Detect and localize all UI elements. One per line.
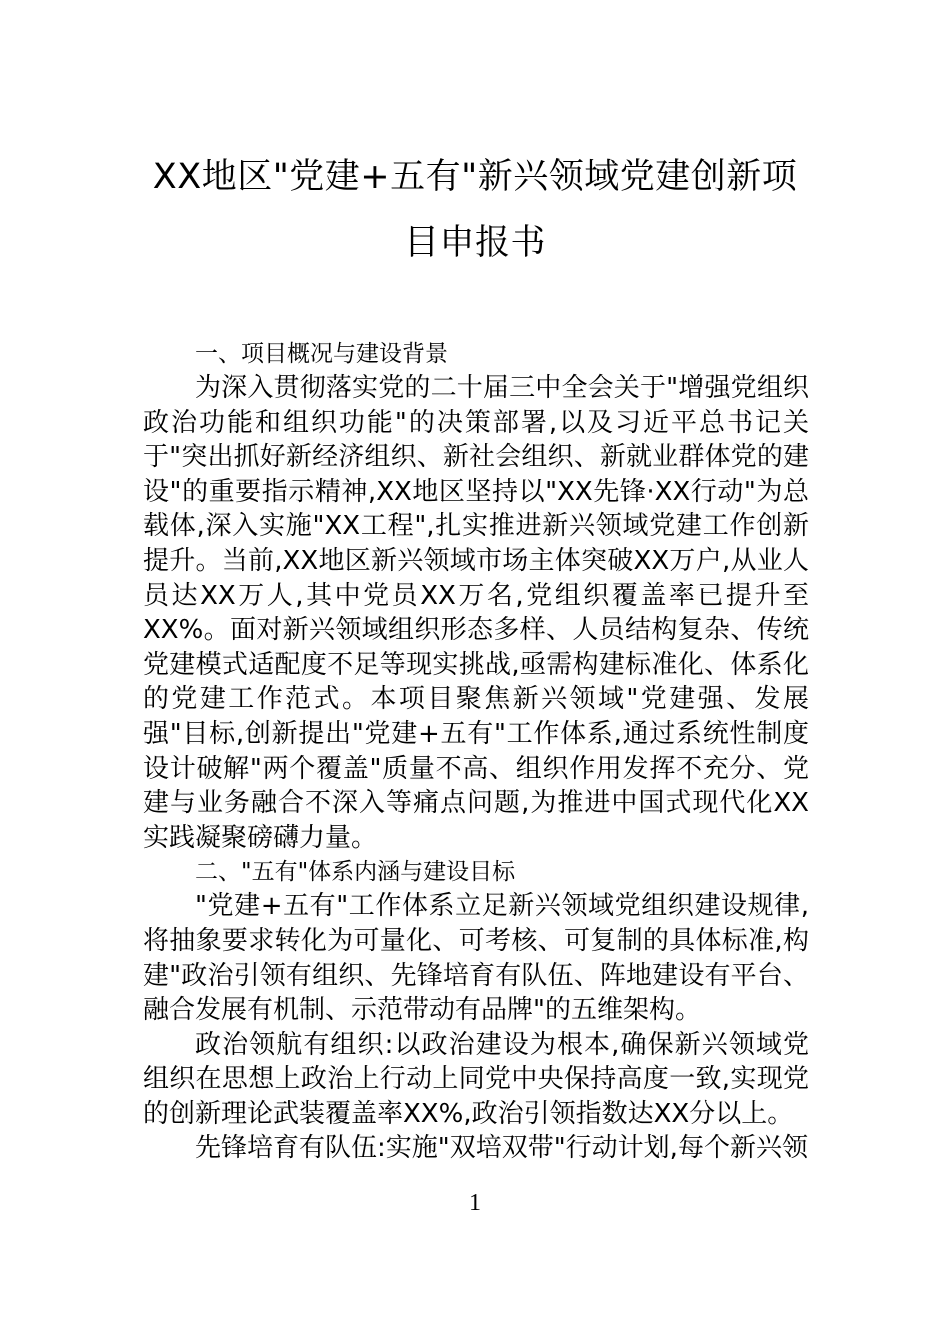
body-paragraph: 先锋培育有队伍:实施"双培双带"行动计划,每个新兴领: [195, 1133, 808, 1164]
body-paragraph: "党建+五有"工作体系立足新兴领域党组织建设规律,将抽象要求转化为可量化、可考核、可复制的具体标准,构建"政治引领有组织、先锋培育有队伍、阵地建设有平台、融合发展有机制、示范带动有品牌"的五维架构。: [143, 891, 809, 1026]
section-heading: 二、"五有"体系内涵与建设目标: [195, 859, 516, 886]
document-body: [143, 337, 809, 1166]
page-number: 1: [469, 1190, 481, 1216]
section-heading: 一、项目概况与建设背景: [195, 341, 448, 367]
body-paragraph: 为深入贯彻落实党的二十届三中全会关于"增强党组织政治功能和组织功能"的决策部署,以及习近平总书记关于"突出抓好新经济组织、新社会组织、新就业群体党的建设"的重要指示精神,XX地区坚持以"XX先锋·XX行动"为总载体,深入实施"XX工程",扎实推进新兴领域党建工作创新提升。当前,XX地区新兴领域市场主体突破XX万户,从业人员达XX万人,其中党员XX万名,党组织覆盖率已提升至XX%。面对新兴领域组织形态多样、人员结构复杂、传统党建模式适配度不足等现实挑战,亟需构建标准化、体系化的党建工作范式。本项目聚焦新兴领域"党建强、发展强"目标,创新提出"党建+五有"工作体系,通过系统性制度设计破解"两个覆盖"质量不高、组织作用发挥不充分、党建与业务融合不深入等痛点问题,为推进中国式现代化XX实践凝聚磅礴力量。: [143, 373, 809, 853]
body-paragraph: 政治领航有组织:以政治建设为根本,确保新兴领域党组织在思想上政治上行动上同党中央保持高度一致,实现党的创新理论武装覆盖率XX%,政治引领指数达XX分以上。: [143, 1029, 809, 1129]
document-title: XX地区"党建+五有"新兴领域党建创新项目申报书: [152, 157, 798, 263]
